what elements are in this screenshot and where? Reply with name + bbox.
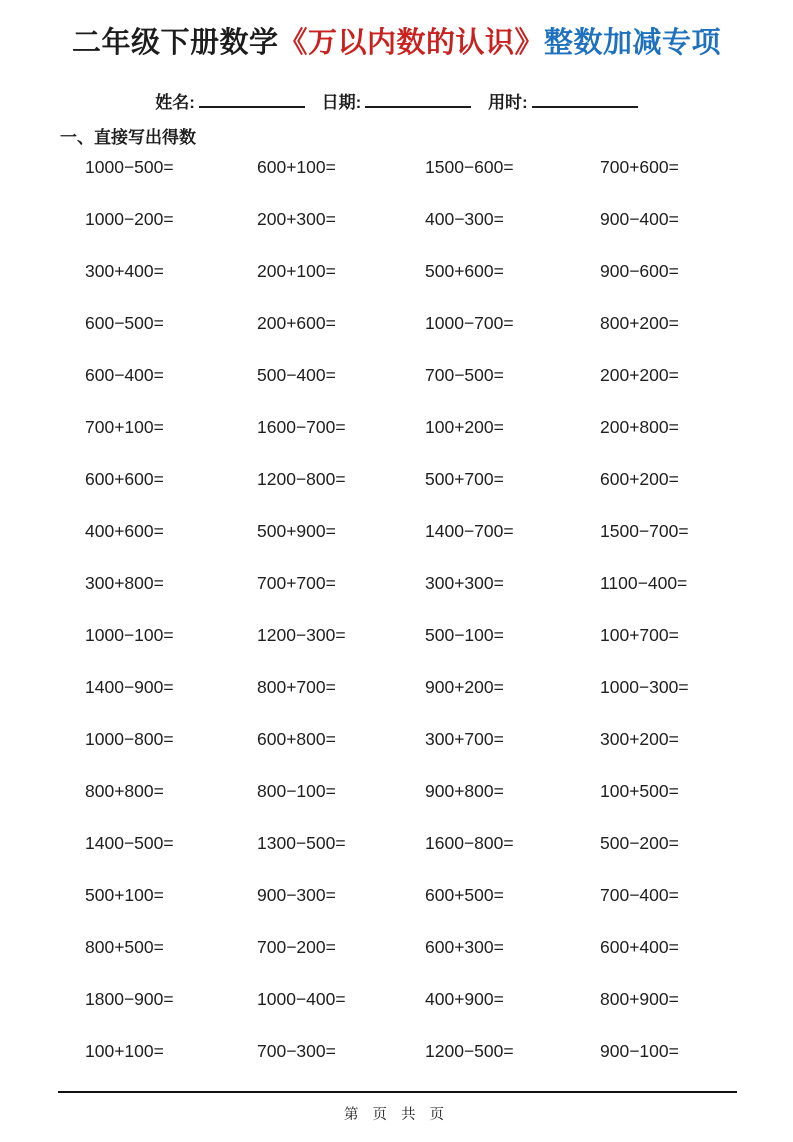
problem: 700−200= — [257, 937, 336, 957]
problem: 1000−100= — [85, 625, 174, 645]
problem: 200+800= — [600, 417, 679, 437]
problem: 100+100= — [85, 1041, 164, 1061]
problem: 400+600= — [85, 521, 164, 541]
time-blank — [532, 91, 638, 108]
problem: 1300−500= — [257, 833, 346, 853]
problem: 900+800= — [425, 781, 504, 801]
problem: 300+400= — [85, 261, 164, 281]
problem: 1200−500= — [425, 1041, 514, 1061]
problem: 900−600= — [600, 261, 679, 281]
student-info-line — [0, 88, 793, 113]
problem: 800+500= — [85, 937, 164, 957]
title-part-topic: 整数加减专项 — [544, 27, 722, 59]
problem: 1100−400= — [600, 573, 688, 593]
problem: 300+700= — [425, 729, 504, 749]
date-label: 日期: — [321, 93, 362, 112]
title-part-unit: 《万以内数的认识》 — [278, 27, 544, 59]
problem: 500+600= — [425, 261, 504, 281]
name-label: 姓名: — [155, 93, 195, 112]
problem: 700−400= — [600, 885, 679, 905]
problem: 200+300= — [257, 209, 336, 229]
page-title — [0, 20, 793, 61]
problem: 800+800= — [85, 781, 164, 801]
problem: 900−300= — [257, 885, 336, 905]
problem: 900+200= — [425, 677, 504, 697]
problem: 1200−300= — [257, 625, 346, 645]
problem: 1800−900= — [85, 989, 174, 1009]
problem: 600−500= — [85, 313, 164, 333]
problem: 900−400= — [600, 209, 679, 229]
problem: 1400−900= — [85, 677, 174, 697]
problem: 600+300= — [425, 937, 504, 957]
problem: 400+900= — [425, 989, 504, 1009]
problem: 600−400= — [85, 365, 164, 385]
problem: 500+100= — [85, 885, 164, 905]
date-blank — [365, 91, 471, 108]
problem: 1500−600= — [425, 157, 514, 177]
problem: 1000−400= — [257, 989, 346, 1009]
problem: 1500−700= — [600, 521, 689, 541]
problem: 500+700= — [425, 469, 504, 489]
problem: 900−100= — [600, 1041, 679, 1061]
problems-grid — [0, 157, 793, 1093]
problem: 600+100= — [257, 157, 336, 177]
problem: 800+900= — [600, 989, 679, 1009]
problem: 500−400= — [257, 365, 336, 385]
problem: 1000−800= — [85, 729, 174, 749]
problem: 600+500= — [425, 885, 504, 905]
footer-divider — [58, 1091, 737, 1093]
problem: 200+600= — [257, 313, 336, 333]
problem: 100+200= — [425, 417, 504, 437]
problem: 600+200= — [600, 469, 679, 489]
problem: 700+600= — [600, 157, 679, 177]
problem: 1400−500= — [85, 833, 174, 853]
problem: 1400−700= — [425, 521, 514, 541]
problem: 1600−800= — [425, 833, 514, 853]
problem: 600+400= — [600, 937, 679, 957]
problem: 1600−700= — [257, 417, 346, 437]
problem: 800+200= — [600, 313, 679, 333]
problem: 600+600= — [85, 469, 164, 489]
problem: 700−500= — [425, 365, 504, 385]
problem: 300+200= — [600, 729, 679, 749]
problem: 700−300= — [257, 1041, 336, 1061]
problem: 300+300= — [425, 573, 504, 593]
problem: 500−100= — [425, 625, 504, 645]
name-blank — [199, 91, 305, 108]
footer-page-text: 第 页 共 页 — [343, 1107, 450, 1123]
time-label: 用时: — [488, 93, 528, 112]
problem: 500+900= — [257, 521, 336, 541]
problem: 1000−200= — [85, 209, 174, 229]
problem: 800−100= — [257, 781, 336, 801]
title-part-course: 二年级下册数学 — [71, 27, 279, 59]
problem: 400−300= — [425, 209, 504, 229]
section-heading: 一、直接写出得数 — [60, 128, 196, 147]
problem: 1000−700= — [425, 313, 514, 333]
problem: 600+800= — [257, 729, 336, 749]
problem: 700+700= — [257, 573, 336, 593]
problem: 700+100= — [85, 417, 164, 437]
problem: 200+100= — [257, 261, 336, 281]
problem: 800+700= — [257, 677, 336, 697]
problem: 500−200= — [600, 833, 679, 853]
problem: 1200−800= — [257, 469, 346, 489]
problem: 100+700= — [600, 625, 679, 645]
problem: 1000−300= — [600, 677, 689, 697]
problem: 300+800= — [85, 573, 164, 593]
problem: 100+500= — [600, 781, 679, 801]
problem: 200+200= — [600, 365, 679, 385]
problem: 1000−500= — [85, 157, 174, 177]
